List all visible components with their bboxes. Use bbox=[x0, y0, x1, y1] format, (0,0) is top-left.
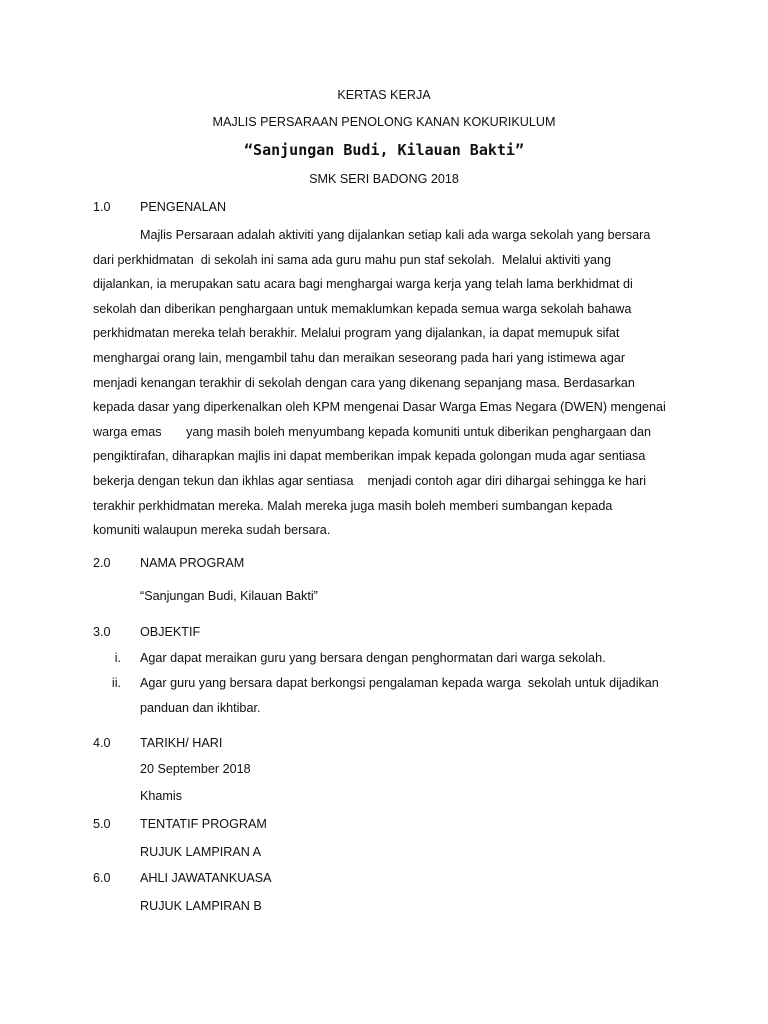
section-4-title: TARIKH/ HARI bbox=[140, 736, 223, 750]
paragraph-line: perkhidmatan mereka telah berakhir. Melalui program yang dijalankan, ia dapat memupuk sifat bbox=[93, 326, 620, 341]
section-6-title: AHLI JAWATANKUASA bbox=[140, 871, 272, 885]
paragraph-line: dijalankan, ia merupakan satu acara bagi menghargai warga kerja yang telah lama berkhidmat di bbox=[93, 277, 633, 292]
event-date: 20 September 2018 bbox=[140, 762, 251, 776]
tentative-reference: RUJUK LAMPIRAN A bbox=[140, 845, 262, 859]
section-4-number: 4.0 bbox=[93, 736, 111, 750]
section-5-title: TENTATIF PROGRAM bbox=[140, 817, 267, 831]
paragraph-line: Majlis Persaraan adalah aktiviti yang dijalankan setiap kali ada warga sekolah yang bersara bbox=[140, 228, 651, 242]
paragraph-line: pengiktirafan, diharapkan majlis ini dapat memberikan impak kepada golongan muda agar sentiasa bbox=[93, 449, 646, 464]
section-3-number: 3.0 bbox=[93, 625, 111, 639]
school-heading: SMK SERI BADONG 2018 bbox=[309, 172, 459, 186]
section-3-title: OBJEKTIF bbox=[140, 625, 201, 639]
paragraph-line: bekerja dengan tekun dan ikhlas agar sentiasa menjadi contoh agar diri dihargai sehingga ke hari bbox=[93, 473, 647, 488]
objective-2-marker: ii. bbox=[111, 676, 121, 690]
section-5-number: 5.0 bbox=[93, 817, 111, 831]
event-day: Khamis bbox=[140, 789, 182, 803]
theme-heading: “Sanjungan Budi, Kilauan Bakti” bbox=[244, 141, 524, 159]
committee-reference: RUJUK LAMPIRAN B bbox=[140, 899, 262, 913]
objective-2-text: Agar guru yang bersara dapat berkongsi pengalaman kepada warga sekolah untuk dijadikan bbox=[140, 676, 659, 690]
paragraph-line: sekolah dan diberikan penghargaan untuk memaklumkan kepada semua warga sekolah bahawa bbox=[93, 301, 632, 316]
section-6-number: 6.0 bbox=[93, 871, 111, 885]
doc-type-heading: KERTAS KERJA bbox=[337, 88, 431, 102]
section-2-number: 2.0 bbox=[93, 556, 111, 570]
objective-1-text: Agar dapat meraikan guru yang bersara dengan penghormatan dari warga sekolah. bbox=[140, 651, 606, 665]
section-2-title: NAMA PROGRAM bbox=[140, 556, 245, 570]
paragraph-line: terakhir perkhidmatan mereka. Malah mereka juga masih boleh memberi sumbangan kepada bbox=[93, 498, 613, 513]
paragraph-line: dari perkhidmatan di sekolah ini sama ada guru mahu pun staf sekolah. Melalui aktiviti yang bbox=[93, 252, 612, 267]
paragraph-line: kepada dasar yang diperkenalkan oleh KPM mengenai Dasar Warga Emas Negara (DWEN) mengenai bbox=[93, 400, 666, 415]
paragraph-line: warga emas yang masih boleh menyumbang kepada komuniti untuk diberikan penghargaan dan bbox=[93, 424, 651, 439]
paragraph-line: menjadi kenangan terakhir di sekolah dengan cara yang dikenang sepanjang masa. Berdasarkan bbox=[93, 375, 635, 390]
committee-heading: MAJLIS PERSARAAN PENOLONG KANAN KOKURIKULUM bbox=[212, 115, 556, 129]
program-name: “Sanjungan Budi, Kilauan Bakti” bbox=[140, 589, 318, 603]
paragraph-line: komuniti walaupun mereka sudah bersara. bbox=[93, 523, 331, 538]
section-1-number: 1.0 bbox=[93, 200, 111, 214]
section-1-paragraph bbox=[93, 223, 679, 543]
paragraph-line: menghargai orang lain, mengambil tahu dan meraikan seseorang pada hari yang istimewa agar bbox=[93, 350, 626, 365]
objective-2-text-cont: panduan dan ikhtibar. bbox=[140, 701, 261, 715]
objective-1-marker: i. bbox=[114, 651, 121, 665]
section-1-title: PENGENALAN bbox=[140, 200, 227, 214]
